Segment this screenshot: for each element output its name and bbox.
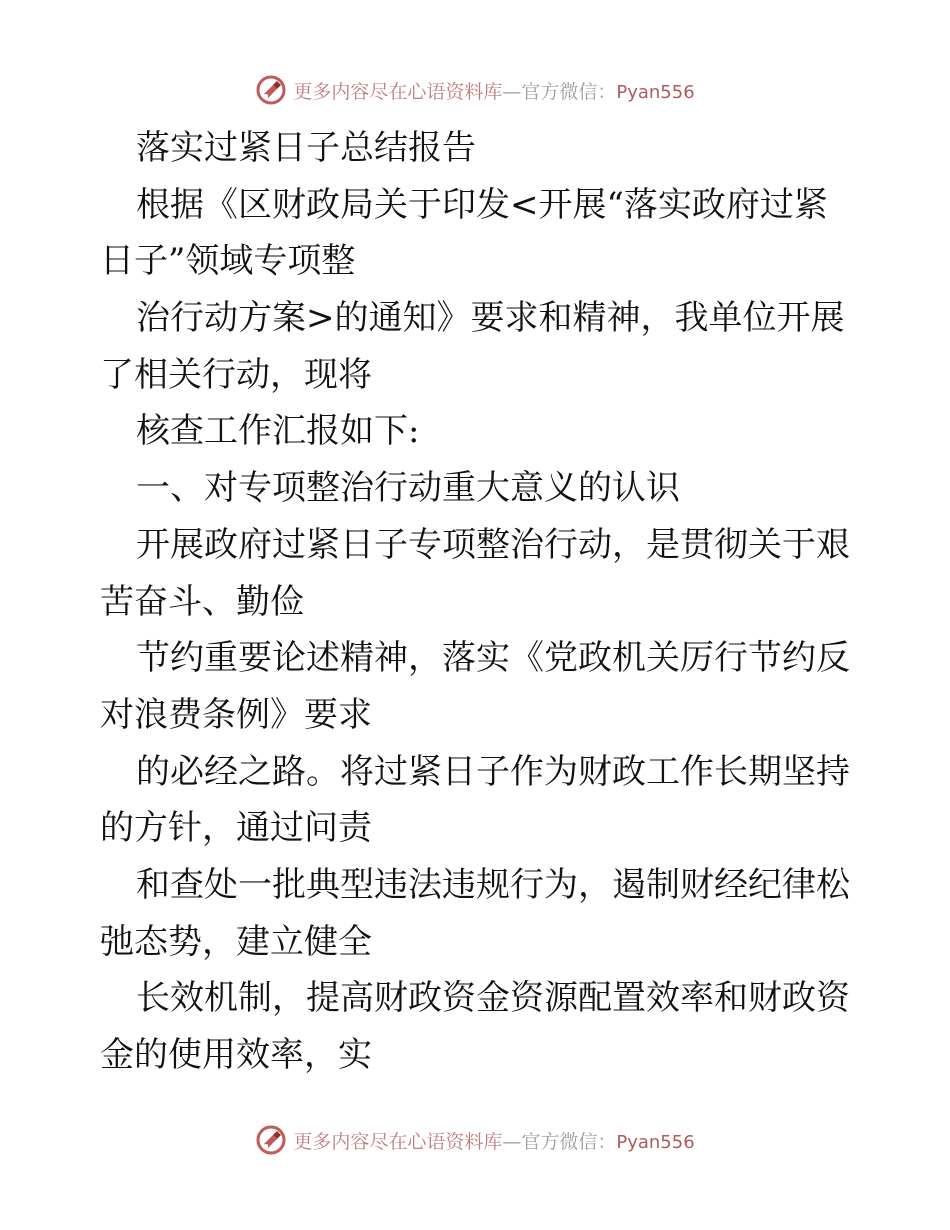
paragraph-line: 了相关行动，现将 (100, 354, 372, 395)
document-body (100, 120, 860, 1084)
paragraph-line: 节约重要论述精神，落实《党政机关厉行节约反 (136, 638, 850, 679)
header-watermark (0, 70, 950, 110)
section-heading: 一、对专项整治行动重大意义的认识 (136, 468, 680, 509)
paragraph-line: 的方针，通过问责 (100, 808, 372, 849)
footer-brand-name: 更多内容尽在心语资料库 (293, 1130, 503, 1153)
footer-brand-text (293, 1127, 694, 1154)
paragraph-line: 根据《区财政局关于印发<开展“落实政府过紧 (136, 184, 828, 225)
paragraph-line: 苦奋斗、勤俭 (100, 581, 304, 622)
paragraph-line: 弛态势，建立健全 (100, 921, 372, 962)
paragraph-line: 的必经之路。将过紧日子作为财政工作长期坚持 (136, 751, 850, 792)
footer-brand (255, 1124, 694, 1156)
header-brand-name: 更多内容尽在心语资料库 (293, 80, 503, 103)
paragraph-line: 治行动方案>的通知》要求和精神，我单位开展 (136, 298, 845, 339)
paragraph-line: 日子”领域专项整 (100, 241, 356, 282)
header-brand-text (293, 77, 694, 104)
header-wechat-id: Pyan556 (616, 81, 695, 103)
footer-dash: — (502, 1130, 522, 1153)
footer-wechat-id: Pyan556 (616, 1131, 695, 1153)
paragraph-line: 和查处一批典型违法违规行为，遏制财经纪律松 (136, 864, 850, 905)
paragraph-line: 对浪费条例》要求 (100, 694, 372, 735)
brand-logo-icon (255, 1124, 287, 1156)
paragraph-line: 核查工作汇报如下: (136, 411, 420, 452)
header-dash: — (502, 80, 522, 103)
brand-logo-icon (255, 74, 287, 106)
footer-wechat-label: 官方微信： (521, 1130, 617, 1153)
document-title: 落实过紧日子总结报告 (136, 128, 476, 168)
paragraph-line: 金的使用效率，实 (100, 1035, 372, 1075)
paragraph-line: 长效机制，提高财政资金资源配置效率和财政资 (136, 978, 850, 1019)
paragraph-line: 开展政府过紧日子专项整治行动，是贯彻关于艰 (136, 524, 850, 565)
footer-watermark (0, 1120, 950, 1160)
header-brand (255, 74, 694, 106)
header-wechat-label: 官方微信： (521, 80, 617, 103)
